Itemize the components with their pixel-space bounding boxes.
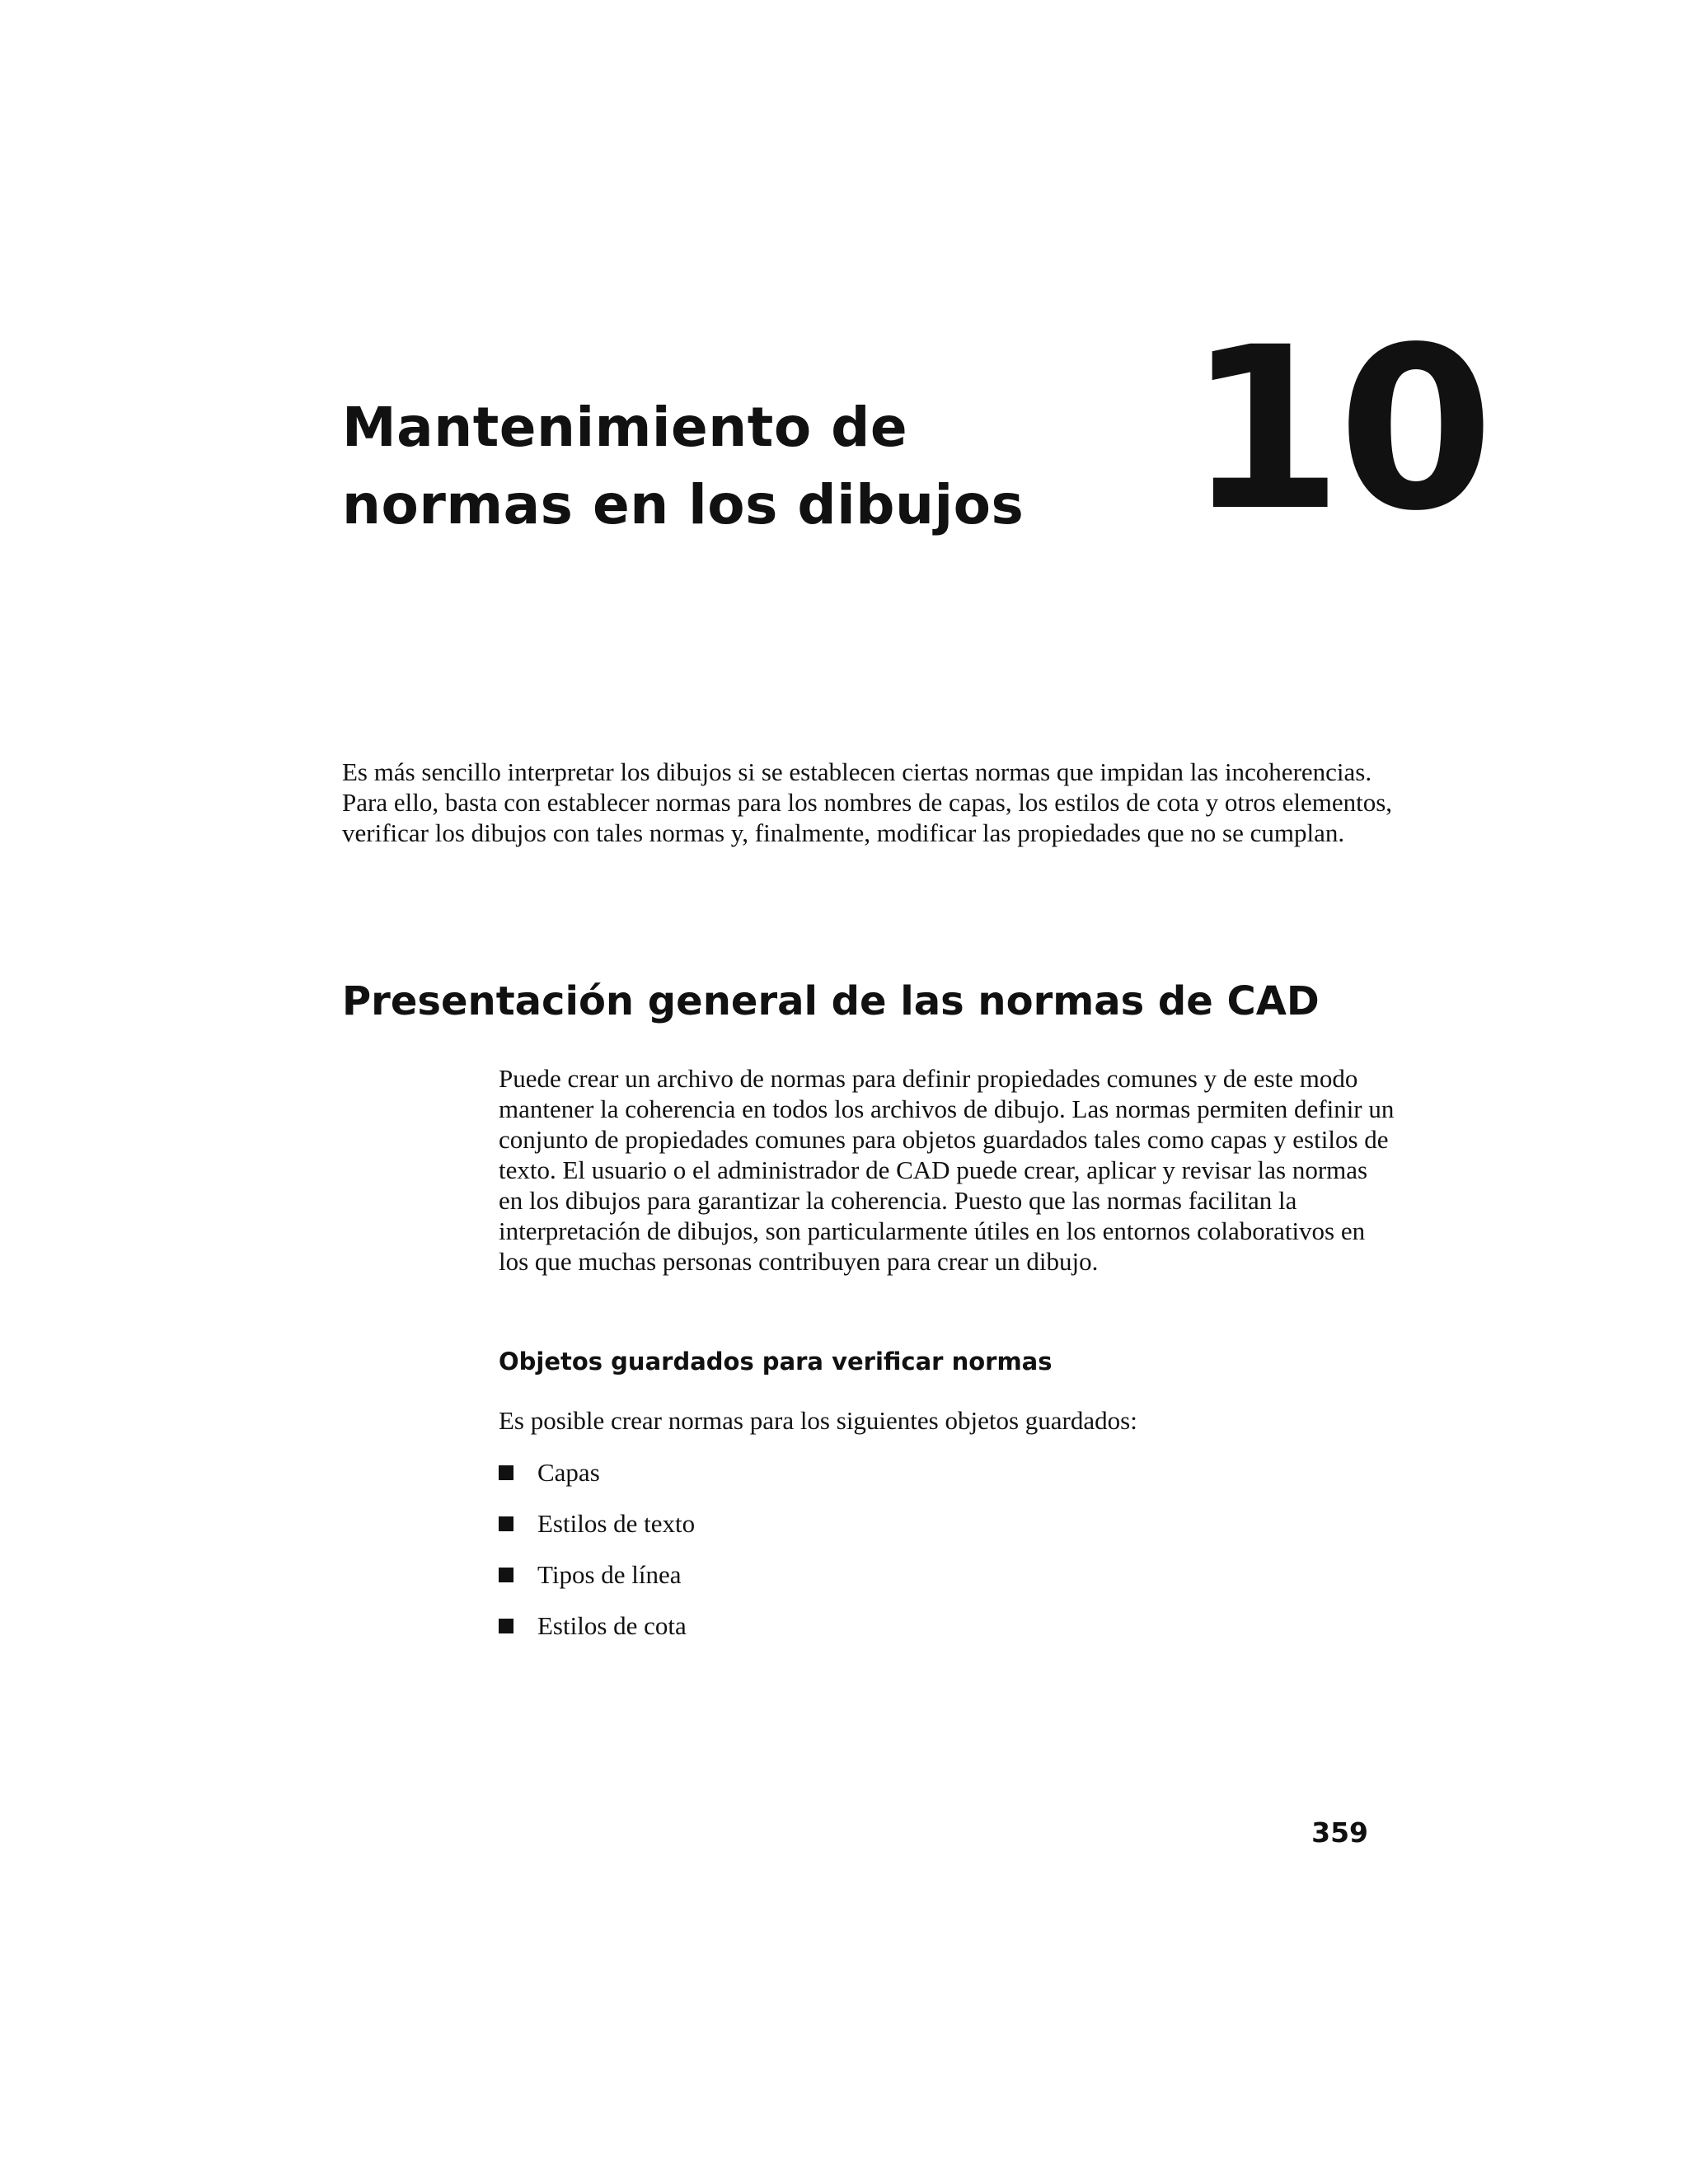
chapter-title xyxy=(342,389,1025,544)
page-number: 359 xyxy=(1311,1816,1368,1849)
list-item-label: Tipos de línea xyxy=(537,1560,682,1589)
list-item xyxy=(499,1508,1323,1559)
section-paragraph: Puede crear un archivo de normas para definir propiedades comunes y de este modo mantener la coherencia en todos los archivos de dibujo. Las normas permiten definir un conjunto de propiedades comunes para objetos guardados tales como capas y estilos de texto. El usuario o el administrador de CAD puede crear, aplicar y revisar las normas en los dibujos para garantizar la coherencia. Puesto que las normas facilitan la interpretación de dibujos, son particularmente útiles en los entornos colaborativos en los que muchas personas contribuyen para crear un dibujo. xyxy=(499,1064,1395,1276)
chapter-title-line-2: normas en los dibujos xyxy=(342,473,1025,537)
list-item xyxy=(499,1610,1323,1661)
list-intro: Es posible crear normas para los siguientes objetos guardados: xyxy=(499,1406,1137,1435)
list-item-label: Capas xyxy=(537,1458,600,1487)
list-item-label: Estilos de cota xyxy=(537,1611,687,1640)
chapter-title-line-1: Mantenimiento de xyxy=(342,396,908,459)
bullet-list xyxy=(499,1457,1323,1661)
section-title: Presentación general de las normas de CAD xyxy=(342,978,1320,1024)
list-item-label: Estilos de texto xyxy=(537,1509,696,1538)
chapter-number: 10 xyxy=(1187,300,1489,560)
intro-paragraph: Es más sencillo interpretar los dibujos si se establecen ciertas normas que impidan las incoherencias. Para ello, basta con establecer normas para los nombres de capas, los estilos de cota y otros elementos, verificar los dibujos con tales normas y, finalmente, modificar las propiedades que no se cumplan. xyxy=(342,757,1393,847)
square-bullet-icon xyxy=(499,1568,513,1582)
list-item xyxy=(499,1559,1323,1610)
square-bullet-icon xyxy=(499,1619,513,1633)
square-bullet-icon xyxy=(499,1465,513,1480)
list-item xyxy=(499,1457,1323,1508)
square-bullet-icon xyxy=(499,1516,513,1531)
subheading: Objetos guardados para verificar normas xyxy=(499,1347,1053,1376)
